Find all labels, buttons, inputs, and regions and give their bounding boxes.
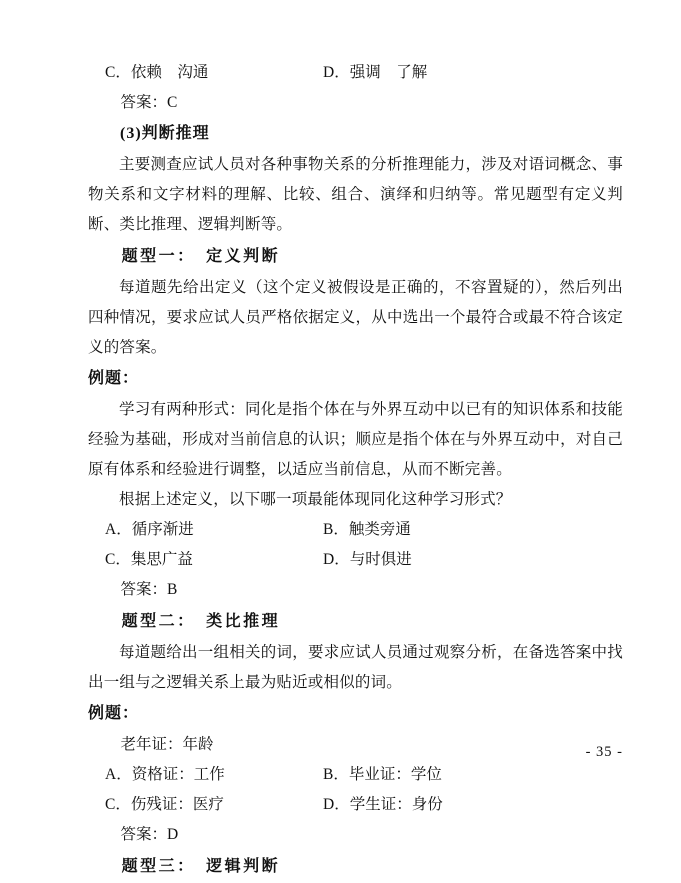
section-heading-judgment-reasoning: (3)判断推理 — [120, 125, 210, 142]
option-b: B．毕业证：学位 — [323, 766, 442, 783]
question-type-3-heading: 题型三： 逻辑判断 — [121, 858, 281, 875]
question-type-1-intro: 每道题先给出定义（这个定义被假设是正确的，不容置疑的），然后列出四种情况，要求应试人员严格依据定义，从中选出一个最符合或最不符合该定义的答案。 — [88, 279, 623, 356]
question-type-2-intro: 每道题给出一组相关的词，要求应试人员通过观察分析，在备选答案中找出一组与之逻辑关系上最为贴近或相似的词。 — [88, 644, 623, 691]
example-2-options-row-1 — [88, 760, 623, 790]
example-2-answer: 答案：D — [120, 826, 179, 843]
option-a: A．循序渐进 — [105, 521, 194, 538]
option-c: C．伤残证：医疗 — [105, 796, 224, 813]
example-2-options-row-2 — [88, 790, 623, 820]
option-d: D．强调 了解 — [323, 64, 428, 81]
example-1-options-row-1 — [88, 515, 623, 545]
example-2-stem: 老年证：年龄 — [120, 736, 214, 753]
example-1-options-row-2 — [88, 545, 623, 575]
example-label-1: 例题： — [88, 370, 140, 387]
page-number: - 35 - — [585, 744, 623, 760]
section-intro-paragraph: 主要测查应试人员对各种事物关系的分析推理能力，涉及对语词概念、事物关系和文字材料的理解、比较、组合、演绎和归纳等。常见题型有定义判断、类比推理、逻辑判断等。 — [88, 156, 623, 233]
option-d: D．学生证：身份 — [323, 796, 443, 813]
question-type-2-heading: 题型二： 类比推理 — [121, 613, 281, 630]
question-type-1-heading: 题型一： 定义判断 — [121, 248, 281, 265]
example-label-2: 例题： — [88, 705, 140, 722]
previous-question-answer: 答案：C — [120, 94, 178, 111]
option-b: B．触类旁通 — [323, 521, 411, 538]
example-1-answer: 答案：B — [120, 581, 178, 598]
example-1-stem-definition: 学习有两种形式：同化是指个体在与外界互动中以已有的知识体系和技能经验为基础，形成对当前信息的认识；顺应是指个体在与外界互动中，对自己原有体系和经验进行调整，以适应当前信息，从而不断完善。 — [88, 401, 623, 478]
option-a: A．资格证：工作 — [105, 766, 225, 783]
option-c: C．集思广益 — [105, 551, 193, 568]
option-d: D．与时俱进 — [323, 551, 412, 568]
option-c: C．依赖 沟通 — [105, 64, 209, 81]
previous-question-options — [88, 58, 623, 88]
example-1-stem-question: 根据上述定义，以下哪一项最能体现同化这种学习形式？ — [119, 491, 512, 508]
